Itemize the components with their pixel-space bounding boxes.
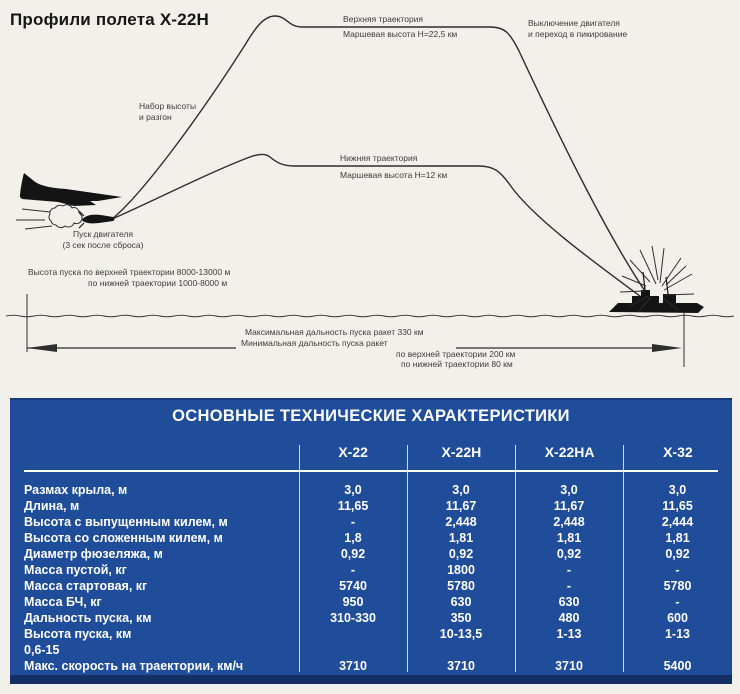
- row-value: 5780: [663, 579, 692, 593]
- row-value: 11,65: [662, 499, 693, 513]
- row-label: Высота пуска, км 0,6-15: [10, 626, 299, 658]
- row-label: Высота с выпущенным килем, м: [24, 515, 228, 529]
- row-label: Высота со сложенным килем, м: [24, 531, 223, 545]
- climb-line1: Набор высоты: [139, 101, 197, 111]
- table-row: [10, 514, 732, 530]
- row-value: 11,67: [445, 499, 477, 513]
- ship-icon: [609, 290, 704, 313]
- row-value: 11,67: [553, 499, 585, 513]
- row-value: 310-330: [330, 611, 376, 625]
- table-row: [10, 594, 732, 610]
- row-value: 0,92: [556, 547, 582, 561]
- row-value: 600: [667, 611, 688, 625]
- climb-label: [139, 101, 196, 122]
- spec-table: [10, 398, 732, 684]
- row-value: 5780: [447, 579, 475, 593]
- engine-cutoff-line2: и переход в пикирование: [528, 28, 628, 39]
- exhaust-streaks-icon: [16, 209, 52, 229]
- table-row: [10, 482, 732, 498]
- launch-altitude-line1: Высота пуска по верхней траектории 8000-13000 м: [28, 267, 231, 277]
- spec-table-body: [10, 482, 732, 674]
- missile-icon: [82, 215, 115, 224]
- row-label: Масса БЧ, кг: [24, 595, 102, 609]
- row-value: 0,92: [665, 547, 690, 561]
- exhaust-cloud-icon: [49, 205, 82, 228]
- row-value: 1800: [447, 563, 475, 577]
- row-value: 11,65: [337, 499, 369, 513]
- range-min-lower-label: по нижней траектории 80 км: [401, 359, 513, 369]
- table-row: [10, 530, 732, 546]
- lower-altitude-label: Маршевая высота Н=12 км: [340, 170, 448, 180]
- row-label: Масса пустой, кг: [24, 563, 127, 577]
- engine-start-label: [45, 229, 161, 250]
- table-row: [10, 626, 732, 658]
- header-divider: [24, 470, 718, 472]
- table-row: [10, 498, 732, 514]
- spec-table-title: ОСНОВНЫЕ ТЕХНИЧЕСКИЕ ХАРАКТЕРИСТИКИ: [172, 407, 570, 425]
- row-value: 0,92: [448, 547, 474, 561]
- row-value: 3,0: [668, 483, 687, 497]
- upper-trajectory-label: Верхняя траектория: [343, 14, 424, 24]
- row-value: 1,81: [448, 531, 474, 545]
- range-max-label: Максимальная дальность пуска ракет 330 км: [245, 327, 424, 337]
- row-value: 3710: [555, 659, 583, 673]
- row-label-continuation: 0,6-15: [24, 643, 60, 657]
- row-value: -: [350, 515, 356, 529]
- column-header-x22na: Х-22НА: [544, 444, 595, 460]
- row-label: Дальность пуска, км: [24, 611, 152, 625]
- row-value: -: [350, 563, 356, 577]
- row-value: -: [566, 563, 572, 577]
- column-header-x22: Х-22: [338, 444, 368, 460]
- row-value: -: [566, 579, 572, 593]
- row-value: 950: [342, 595, 364, 609]
- row-value: 3,0: [452, 483, 470, 497]
- range-min-label: Минимальная дальность пуска ракет: [241, 338, 388, 348]
- row-value: 5400: [663, 659, 692, 673]
- row-value: -: [675, 595, 680, 609]
- row-value: 630: [450, 595, 472, 609]
- row-value: 1,8: [344, 531, 362, 545]
- row-value: 2,448: [445, 515, 477, 529]
- table-row: [10, 546, 732, 562]
- row-value: 5740: [339, 579, 367, 593]
- table-row: [10, 610, 732, 626]
- range-min-upper-label: по верхней траектории 200 км: [396, 349, 516, 359]
- table-row: [10, 562, 732, 578]
- range-arrowhead-left: [27, 344, 57, 352]
- row-value: 3710: [339, 659, 367, 673]
- row-value: 0,92: [340, 547, 366, 561]
- diagram-title: Профили полета Х-22Н: [10, 10, 210, 29]
- row-value: 1-13: [664, 627, 691, 641]
- table-row: [10, 578, 732, 594]
- column-header-x22n: Х-22Н: [441, 444, 482, 460]
- row-value: -: [675, 563, 680, 577]
- table-footer-stripe: [10, 675, 732, 684]
- lower-trajectory-label: Нижняя траектория: [340, 153, 418, 163]
- row-label: Размах крыла, м: [24, 483, 128, 497]
- row-label: Масса стартовая, кг: [24, 579, 148, 593]
- row-label: Макс. скорость на траектории, км/ч: [24, 659, 244, 673]
- row-value: 3,0: [344, 483, 362, 497]
- row-label: Диаметр фюзеляжа, м: [24, 547, 163, 561]
- row-value: 1-13: [556, 627, 582, 641]
- engine-cutoff-label: [528, 18, 627, 39]
- row-label: Длина, м: [24, 499, 80, 513]
- engine-cutoff-line1: Выключение двигателя: [528, 18, 620, 28]
- upper-altitude-label: Маршевая высота Н=22,5 км: [343, 29, 458, 39]
- climb-line2: и разгон: [139, 111, 172, 122]
- wavy-sea-line-icon: [6, 315, 734, 317]
- row-value: 3710: [447, 659, 475, 673]
- row-value: 3,0: [560, 483, 578, 497]
- aircraft-icon: [20, 173, 122, 206]
- row-value: [299, 626, 407, 658]
- row-value: 1,81: [665, 531, 690, 545]
- table-row: [10, 658, 732, 674]
- row-value: 1,81: [556, 531, 582, 545]
- column-header-x32: Х-32: [663, 444, 693, 460]
- engine-start-line1: Пуск двигателя: [72, 229, 134, 239]
- row-value: 2,448: [553, 515, 585, 529]
- range-arrowhead-right: [652, 344, 682, 352]
- row-value: 630: [558, 595, 580, 609]
- engine-start-line2: (3 сек после сброса): [62, 239, 144, 250]
- row-value: 350: [450, 611, 472, 625]
- launch-altitude-line2: по нижней траектории 1000-8000 м: [88, 278, 228, 288]
- row-value: 10-13,5: [439, 627, 483, 641]
- row-value: 2,444: [661, 515, 694, 529]
- row-value: 480: [558, 611, 580, 625]
